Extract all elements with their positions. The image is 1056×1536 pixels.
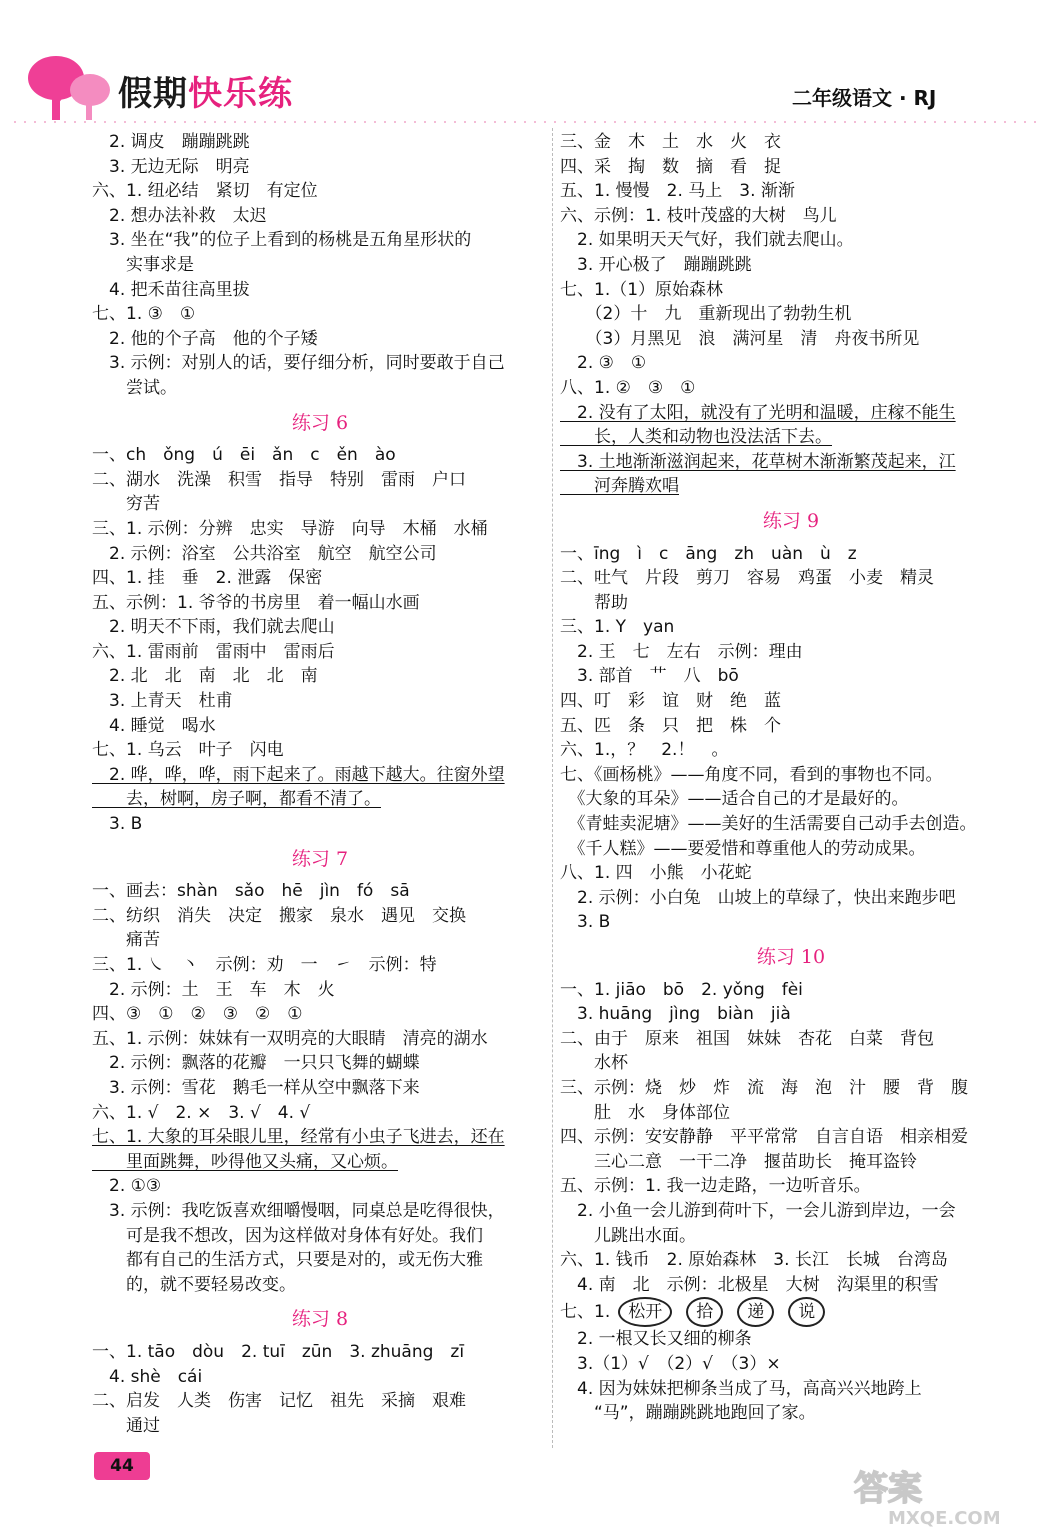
logo-part2: 快乐练: [188, 74, 293, 114]
answer-line: “马”，蹦蹦跳跳地跑回了家。: [560, 1403, 816, 1424]
answer-line: 可是我不想改，因为这样做对身体有好处。我们: [92, 1225, 483, 1246]
answer-line: 里面跳舞，吵得他又头痛，又心烦。: [92, 1151, 398, 1172]
answer-line: 2. 想办法补救 太迟: [92, 205, 267, 226]
answer-line: 2. 明天不下雨，我们就去爬山: [92, 617, 335, 638]
answer-line: 七、1. 乌云 叶子 闪电: [92, 740, 284, 761]
answer-line: 3. 上青天 杜甫: [92, 691, 233, 712]
answer-line: 2. 哗，哗，哗，雨下起来了。雨越下越大。往窗外望: [92, 764, 505, 785]
answer-line: 四、采 掏 数 摘 看 捉: [560, 156, 781, 177]
answer-line: 《青蛙卖泥塘》——美好的生活需要自己动手去创造。: [560, 814, 977, 835]
answer-line: 六、1. 钱币 2. 原始森林 3. 长江 长城 台湾岛: [560, 1250, 948, 1271]
answer-line: 三、1. Y yan: [560, 617, 675, 638]
watermark-brand: 答案: [854, 1469, 922, 1509]
dotted-divider: [14, 116, 1044, 128]
answer-line: 4. 把禾苗往高里拔: [92, 279, 250, 300]
answer-line: 2. ①③: [92, 1176, 162, 1197]
answer-line: 4. shè cái: [92, 1366, 203, 1387]
answer-line: 都有自己的生活方式，只要是对的，或无伤大雅: [92, 1250, 483, 1271]
answer-line: 穷苦: [92, 494, 160, 515]
answer-line: 三、1. ㇏ 丶 示例：劝 一 ㇀ 示例：特: [92, 955, 437, 975]
answer-line: 六、1. 纽必结 紧切 有定位: [92, 181, 318, 202]
answer-line: 七、《画杨桃》——角度不同，看到的事物也不同。: [560, 764, 943, 785]
answer-line: 2. 北 北 南 北 北 南: [92, 666, 318, 687]
answer-line: 六、示例：1. 枝叶茂盛的大树 鸟儿: [560, 205, 837, 226]
answer-line: 一、1. jiāo bō 2. yǒng fèi: [560, 979, 803, 1000]
answer-line: 3. 土地渐渐滋润起来，花草树木渐渐繁茂起来，江: [560, 451, 956, 472]
answer-line: 七、1. 大象的耳朵眼儿里，经常有小虫子飞进去，还在: [92, 1127, 505, 1148]
answer-line: 一、īng ì c āng zh uàn ù z: [560, 543, 857, 564]
answer-line: 四、1. 挂 垂 2. 泄露 保密: [92, 568, 323, 589]
answer-line: 2. 示例：浴室 公共浴室 航空 航空公司: [92, 543, 437, 564]
answer-line: 二、吐气 片段 剪刀 容易 鸡蛋 小麦 精灵: [560, 568, 934, 589]
right-column: [560, 130, 1022, 1426]
answer-line: 水杯: [560, 1053, 628, 1074]
answer-line: 3. B: [560, 912, 611, 933]
answer-line: 2. 一根又长又细的柳条: [560, 1329, 752, 1350]
answer-line: 一、1. tāo dòu 2. tuī zūn 3. zhuāng zī: [92, 1341, 465, 1362]
answer-line: 二、湖水 洗澡 积雪 指导 特别 雷雨 户口: [92, 469, 466, 490]
answer-line: 二、启发 人类 伤害 记忆 祖先 采摘 艰难: [92, 1391, 466, 1412]
answer-line: 四、③ ① ② ③ ② ①: [92, 1004, 303, 1025]
answer-line: [560, 1297, 1022, 1327]
circled-answer: 说: [788, 1297, 825, 1327]
answer-line: 二、纺织 消失 决定 搬家 泉水 遇见 交换: [92, 905, 466, 926]
answer-line: 2. 示例：飘落的花瓣 一只只飞舞的蝴蝶: [92, 1053, 420, 1074]
answer-line: 肚 水 身体部位: [560, 1102, 730, 1123]
answer-line: 六、1.，？ 2.！ 。: [560, 740, 729, 761]
section-title: 练习 6: [291, 411, 349, 434]
answer-line: 四、叮 彩 谊 财 绝 蓝: [560, 691, 781, 712]
answer-line: 七、1. ③ ①: [92, 304, 196, 325]
answer-line: 3. 示例：我吃饭喜欢细嚼慢咽，同桌总是吃得很快，: [92, 1200, 505, 1221]
answer-line: 七、1.（1）原始森林: [560, 279, 724, 300]
answer-line: 五、匹 条 只 把 株 个: [560, 715, 781, 736]
answer-line: 《千人糕》——要爱惜和尊重他人的劳动成果。: [560, 838, 926, 859]
watermark-logo: [848, 1466, 1028, 1528]
answer-line: 3. huāng jìng biàn jià: [560, 1004, 791, 1025]
answer-line: 2. 没有了太阳，就没有了光明和温暖，庄稼不能生: [560, 402, 956, 423]
answer-line: 2. 示例：土 王 车 木 火: [92, 979, 335, 1000]
answer-line: 4. 南 北 示例：北极星 大树 沟渠里的积雪: [560, 1274, 939, 1295]
answer-line: 3. 示例：对别人的话，要仔细分析，同时要敢于自己: [92, 353, 505, 374]
answer-line: 去，树啊，房子啊，都看不清了。: [92, 789, 381, 810]
answer-line: 三、1. 示例：分辨 忠实 导游 向导 木桶 水桶: [92, 518, 488, 539]
answer-line: 2. ③ ①: [560, 353, 647, 374]
answer-line: 2. 示例：小白兔 山坡上的草绿了，快出来跑步吧: [560, 887, 956, 908]
section-title: 练习 8: [291, 1308, 349, 1331]
answer-line: 3. 开心极了 蹦蹦跳跳: [560, 254, 752, 275]
answer-line: 二、由于 原来 祖国 妹妹 杏花 白菜 背包: [560, 1028, 934, 1049]
answer-prefix: 七、1.: [560, 1302, 611, 1323]
answer-line: 一、画去：shàn sǎo hē jìn fó sā: [92, 881, 410, 902]
section-title: 练习 9: [762, 509, 820, 532]
answer-line: 痛苦: [92, 930, 160, 951]
circled-answer: 松开: [618, 1297, 672, 1327]
answer-line: 2. 王 七 左右 示例：理由: [560, 641, 803, 662]
answer-line: 通过: [92, 1415, 160, 1436]
watermark-site: MXQE.COM: [888, 1508, 1001, 1528]
answer-line: 八、1. ② ③ ①: [560, 377, 696, 398]
answer-line: 三、金 木 土 水 火 衣: [560, 132, 781, 152]
page-header: [0, 0, 1056, 132]
answer-line: 五、示例：1. 我一边走路，一边听音乐。: [560, 1176, 871, 1197]
answer-line: 长，人类和动物也没法活下去。: [560, 427, 832, 448]
answer-line: 2. 调皮 蹦蹦跳跳: [92, 132, 250, 152]
answer-line: 4. 因为妹妹把柳条当成了马，高高兴兴地跨上: [560, 1378, 922, 1399]
answer-line: 三心二意 一干二净 揠苗助长 掩耳盗铃: [560, 1151, 917, 1172]
answer-line: 四、示例：安安静静 平平常常 自言自语 相亲相爱: [560, 1127, 968, 1148]
answer-line: 3. B: [92, 814, 143, 835]
answer-line: 3. 示例：雪花 鹅毛一样从空中飘落下来: [92, 1077, 420, 1098]
answer-line: 《大象的耳朵》——适合自己的才是最好的。: [560, 789, 909, 810]
answer-line: 实事求是: [92, 254, 194, 275]
answer-line: 2. 小鱼一会儿游到荷叶下，一会儿游到岸边，一会: [560, 1200, 956, 1221]
answer-line: 五、1. 示例：妹妹有一双明亮的大眼睛 清亮的湖水: [92, 1028, 488, 1049]
answer-line: 儿跳出水面。: [560, 1225, 696, 1246]
answer-line: 八、1. 四 小熊 小花蛇: [560, 863, 752, 884]
tree-logo-icon: [20, 56, 120, 120]
answer-line: 2. 他的个子高 他的个子矮: [92, 328, 318, 349]
column-divider: [552, 128, 553, 1448]
answer-line: 尝试。: [92, 377, 177, 398]
answer-line: 的，就不要轻易改变。: [92, 1274, 296, 1295]
book-logo: [118, 66, 293, 115]
section-title: 练习 10: [756, 946, 826, 968]
circled-answer: 递: [737, 1297, 774, 1327]
answer-line: （3）月黑见 浪 满河星 清 舟夜书所见: [560, 328, 920, 349]
answer-line: 三、示例：烧 炒 炸 流 海 泡 汁 腰 背 腹: [560, 1077, 968, 1098]
answer-line: 六、1. 雷雨前 雷雨中 雷雨后: [92, 641, 335, 662]
answer-line: 帮助: [560, 592, 628, 613]
answer-line: 3.（1）√ （2）√ （3）×: [560, 1353, 781, 1374]
answer-line: 3. 无边无际 明亮: [92, 156, 250, 177]
answer-line: 五、1. 慢慢 2. 马上 3. 渐渐: [560, 181, 795, 202]
answer-line: 六、1. √ 2. × 3. √ 4. √: [92, 1102, 311, 1123]
answer-line: 3. 部首 艹 八 bō: [560, 666, 739, 687]
answer-line: （2）十 九 重新现出了勃勃生机: [560, 304, 852, 325]
answer-line: 河奔腾欢唱: [560, 476, 679, 497]
answer-line: 2. 如果明天天气好，我们就去爬山。: [560, 230, 854, 251]
answer-line: 一、ch ǒng ú ēi ǎn c ěn ào: [92, 445, 396, 466]
circled-answer: 拾: [686, 1297, 723, 1327]
grade-label: 二年级语文 · RJ: [792, 86, 937, 110]
section-title: 练习 7: [291, 847, 349, 870]
answer-line: 4. 睡觉 喝水: [92, 715, 216, 736]
answer-line: 3. 坐在“我”的位子上看到的杨桃是五角星形状的: [92, 230, 472, 251]
logo-part1: 假期: [118, 74, 188, 114]
left-column: [92, 130, 548, 1438]
answer-line: 五、示例：1. 爷爷的书房里 着一幅山水画: [92, 592, 420, 613]
page-number: 44: [94, 1452, 150, 1480]
